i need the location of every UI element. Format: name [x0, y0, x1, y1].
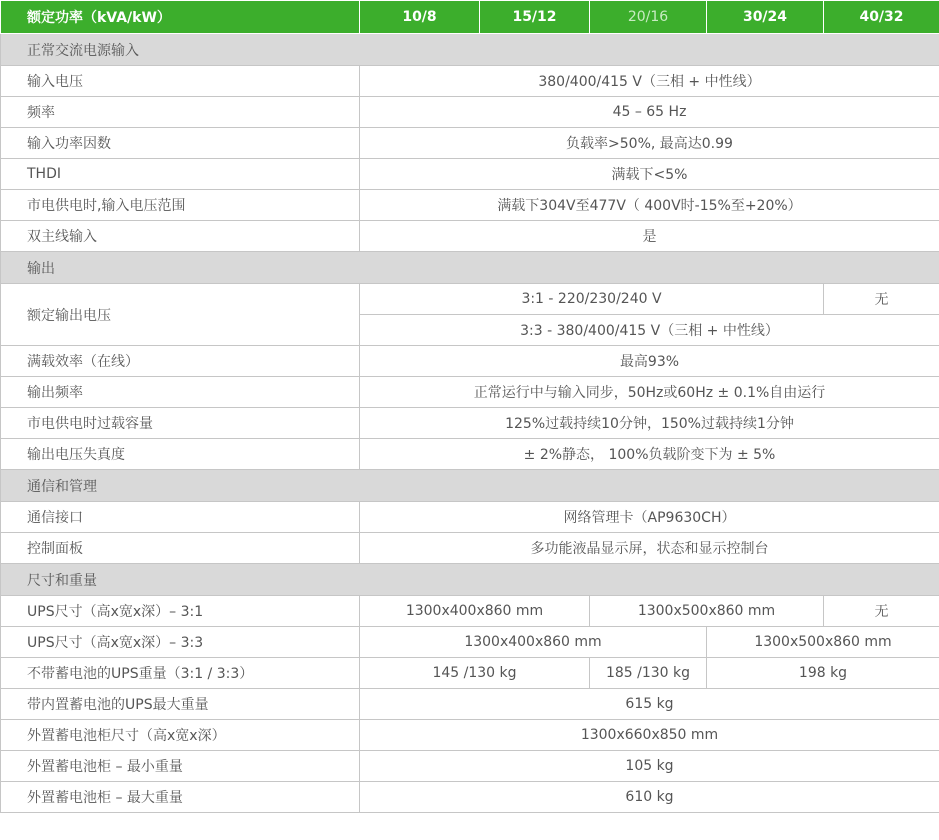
- row-label: 额定输出电压: [1, 284, 360, 346]
- table-row: [1, 284, 939, 315]
- row-label: 控制面板: [1, 533, 360, 564]
- table-row: [1, 66, 939, 97]
- table-row: [1, 533, 939, 564]
- table-row: [1, 720, 939, 751]
- row-value: 3:1 - 220/230/240 V: [360, 284, 824, 315]
- section-dims: [1, 564, 939, 596]
- row-value: 1300x660x850 mm: [360, 720, 939, 751]
- header-model-15-12: 15/12: [480, 1, 590, 34]
- row-value: 3:3 - 380/400/415 V（三相 + 中性线）: [360, 315, 939, 346]
- row-label: 外置蓄电池柜 – 最小重量: [1, 751, 360, 782]
- header-model-20-16: 20/16: [590, 1, 707, 34]
- row-label: 市电供电时,输入电压范围: [1, 190, 360, 221]
- table-row: [1, 439, 939, 470]
- row-label: 输入电压: [1, 66, 360, 97]
- row-label: 带内置蓄电池的UPS最大重量: [1, 689, 360, 720]
- header-model-10-8: 10/8: [360, 1, 480, 34]
- row-value: 无: [824, 284, 939, 315]
- header-label: 额定功率（kVA/kW）: [1, 1, 360, 34]
- row-value: 380/400/415 V（三相 + 中性线）: [360, 66, 939, 97]
- table-row: [1, 159, 939, 190]
- row-label: 输出频率: [1, 377, 360, 408]
- row-value: 145 /130 kg: [360, 658, 590, 689]
- header-row: [1, 1, 939, 34]
- row-label: 双主线输入: [1, 221, 360, 252]
- table-row: [1, 627, 939, 658]
- row-value: 125%过载持续10分钟，150%过载持续1分钟: [360, 408, 939, 439]
- table-row: [1, 221, 939, 252]
- section-comm: [1, 470, 939, 502]
- row-value: 最高93%: [360, 346, 939, 377]
- table-row: [1, 128, 939, 159]
- row-value: 610 kg: [360, 782, 939, 813]
- section-input: [1, 34, 939, 66]
- row-value: 多功能液晶显示屏，状态和显示控制台: [360, 533, 939, 564]
- table-row: [1, 377, 939, 408]
- row-label: 满载效率（在线）: [1, 346, 360, 377]
- row-label: 外置蓄电池柜尺寸（高x宽x深）: [1, 720, 360, 751]
- section-title: 正常交流电源输入: [1, 34, 939, 66]
- table-row: [1, 782, 939, 813]
- row-value: 无: [824, 596, 939, 627]
- table-row: [1, 408, 939, 439]
- row-value: ± 2%静态， 100%负载阶变下为 ± 5%: [360, 439, 939, 470]
- table-row: [1, 190, 939, 221]
- section-title: 尺寸和重量: [1, 564, 939, 596]
- row-value: 满载下304V至477V（ 400V时-15%至+20%）: [360, 190, 939, 221]
- row-label: 不带蓄电池的UPS重量（3:1 / 3:3）: [1, 658, 360, 689]
- row-label: 外置蓄电池柜 – 最大重量: [1, 782, 360, 813]
- row-value: 负载率>50%, 最高达0.99: [360, 128, 939, 159]
- row-label: 通信接口: [1, 502, 360, 533]
- table-row: [1, 346, 939, 377]
- row-label: UPS尺寸（高x宽x深）– 3:3: [1, 627, 360, 658]
- table-row: [1, 596, 939, 627]
- row-label: 输出电压失真度: [1, 439, 360, 470]
- row-label: 市电供电时过载容量: [1, 408, 360, 439]
- table-row: [1, 97, 939, 128]
- table-row: [1, 751, 939, 782]
- header-model-40-32: 40/32: [824, 1, 939, 34]
- table-row: [1, 658, 939, 689]
- table-row: [1, 689, 939, 720]
- row-value: 185 /130 kg: [590, 658, 707, 689]
- row-value: 满载下<5%: [360, 159, 939, 190]
- row-value: 网络管理卡（AP9630CH）: [360, 502, 939, 533]
- row-label: UPS尺寸（高x宽x深）– 3:1: [1, 596, 360, 627]
- row-value: 1300x500x860 mm: [707, 627, 939, 658]
- row-value: 1300x400x860 mm: [360, 596, 590, 627]
- row-value: 1300x400x860 mm: [360, 627, 707, 658]
- row-value: 615 kg: [360, 689, 939, 720]
- header-model-30-24: 30/24: [707, 1, 824, 34]
- row-value: 是: [360, 221, 939, 252]
- table-row: [1, 502, 939, 533]
- section-title: 通信和管理: [1, 470, 939, 502]
- row-value: 105 kg: [360, 751, 939, 782]
- row-label: 输入功率因数: [1, 128, 360, 159]
- row-value: 45 – 65 Hz: [360, 97, 939, 128]
- section-output: [1, 252, 939, 284]
- row-value: 1300x500x860 mm: [590, 596, 824, 627]
- row-value: 198 kg: [707, 658, 939, 689]
- row-label: THDI: [1, 159, 360, 190]
- row-label: 频率: [1, 97, 360, 128]
- section-title: 输出: [1, 252, 939, 284]
- row-value: 正常运行中与输入同步，50Hz或60Hz ± 0.1%自由运行: [360, 377, 939, 408]
